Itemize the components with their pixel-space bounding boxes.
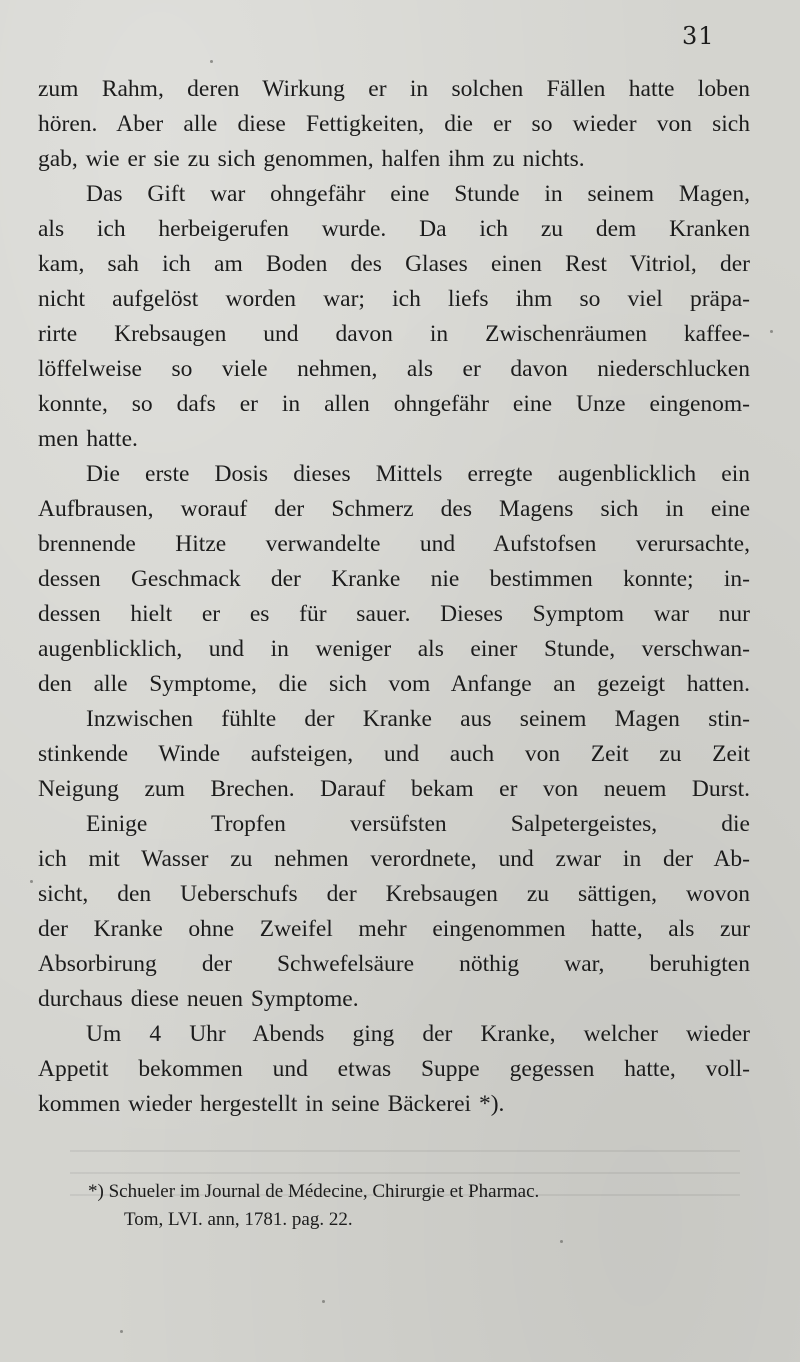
- text-line: hören. Aber alle diese Fettigkeiten, die er so wieder von sich: [38, 111, 750, 137]
- text-line: nicht aufgelöst worden war; ich liefs ihm so viel präpa-: [38, 286, 750, 312]
- text-line: Die erste Dosis dieses Mittels erregte augenblicklich ein: [86, 461, 750, 487]
- text-line: durchaus diese neuen Symptome.: [38, 986, 359, 1012]
- text-line: als ich herbeigerufen wurde. Da ich zu dem Kranken: [38, 216, 750, 242]
- text-line: Appetit bekommen und etwas Suppe gegessen hatte, voll-: [38, 1056, 750, 1082]
- text-line: brennende Hitze verwandelte und Aufstofsen verursachte,: [38, 531, 750, 557]
- text-line: löffelweise so viele nehmen, als er davon niederschlucken: [38, 356, 750, 382]
- paper-speck: [322, 1300, 325, 1303]
- paper-speck: [770, 330, 773, 333]
- footnote-line-1: *) Schueler im Journal de Médecine, Chirurgie et Pharmac.: [88, 1181, 540, 1202]
- text-line: gab, wie er sie zu sich genommen, halfen ihm zu nichts.: [38, 146, 585, 172]
- page-number: 31: [682, 22, 715, 50]
- footnote: [88, 1178, 758, 1234]
- text-line: Einige Tropfen versüfsten Salpetergeistes, die: [86, 811, 750, 837]
- text-line: dessen Geschmack der Kranke nie bestimmen konnte; in-: [38, 566, 750, 592]
- text-line: dessen hielt er es für sauer. Dieses Symptom war nur: [38, 601, 750, 627]
- text-line: kommen wieder hergestellt in seine Bäckerei *).: [38, 1091, 505, 1117]
- text-line: Neigung zum Brechen. Darauf bekam er von neuem Durst.: [38, 776, 750, 802]
- paper-speck: [210, 60, 213, 63]
- text-line: Um 4 Uhr Abends ging der Kranke, welcher wieder: [86, 1021, 750, 1047]
- text-line: Das Gift war ohngefähr eine Stunde in seinem Magen,: [86, 181, 750, 207]
- text-line: Inzwischen fühlte der Kranke aus seinem Magen stin-: [86, 706, 750, 732]
- paper-speck: [560, 1240, 563, 1243]
- text-line: den alle Symptome, die sich vom Anfange an gezeigt hatten.: [38, 671, 750, 697]
- paper-speck: [30, 880, 33, 883]
- text-line: konnte, so dafs er in allen ohngefähr eine Unze eingenom-: [38, 391, 750, 417]
- text-line: men hatte.: [38, 426, 138, 452]
- footnote-line-2: Tom, LVI. ann, 1781. pag. 22.: [124, 1209, 353, 1230]
- text-line: rirte Krebsaugen und davon in Zwischenräumen kaffee-: [38, 321, 750, 347]
- text-line: Aufbrausen, worauf der Schmerz des Magens sich in eine: [38, 496, 750, 522]
- body-text: [38, 72, 750, 1122]
- text-line: augenblicklich, und in weniger als einer Stunde, verschwan-: [38, 636, 750, 662]
- text-line: stinkende Winde aufsteigen, und auch von Zeit zu Zeit: [38, 741, 750, 767]
- text-line: kam, sah ich am Boden des Glases einen Rest Vitriol, der: [38, 251, 750, 277]
- paper-speck: [120, 1330, 123, 1333]
- text-line: Absorbirung der Schwefelsäure nöthig war, beruhigten: [38, 951, 750, 977]
- text-line: ich mit Wasser zu nehmen verordnete, und zwar in der Ab-: [38, 846, 750, 872]
- text-line: der Kranke ohne Zweifel mehr eingenommen hatte, als zur: [38, 916, 750, 942]
- text-line: zum Rahm, deren Wirkung er in solchen Fällen hatte loben: [38, 76, 750, 102]
- text-line: sicht, den Ueberschufs der Krebsaugen zu sättigen, wovon: [38, 881, 750, 907]
